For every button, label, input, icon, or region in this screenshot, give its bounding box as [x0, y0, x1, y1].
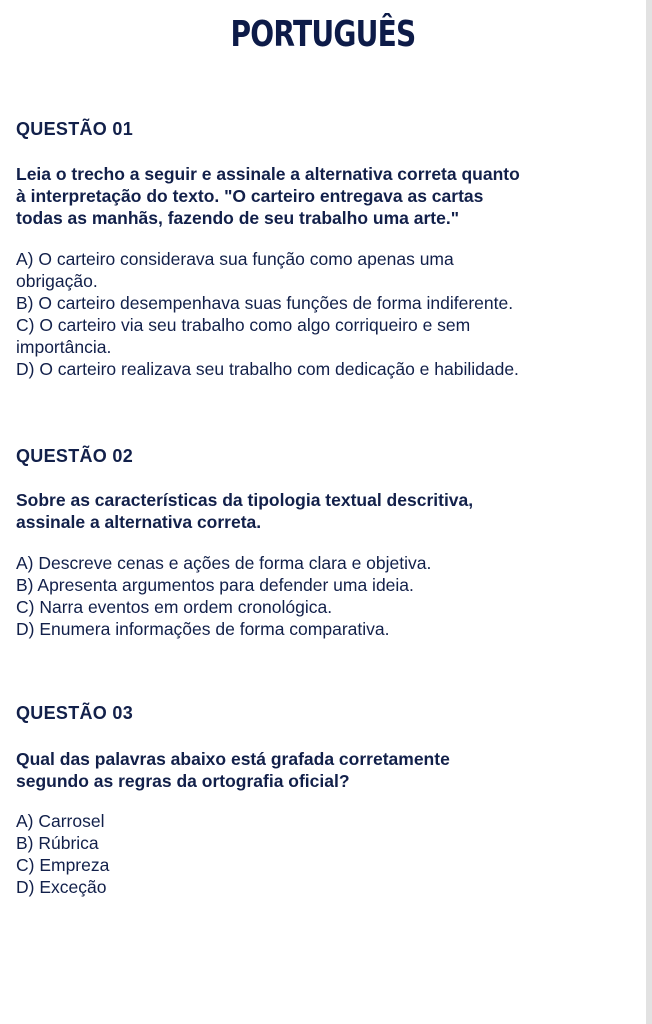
option-a: A) Carrosel [16, 811, 105, 831]
option-d: D) Exceção [16, 877, 107, 897]
option-d: D) O carteiro realizava seu trabalho com dedicação e habilidade. [16, 359, 519, 379]
option-list [16, 810, 636, 898]
question-heading: QUESTÃO 03 [16, 703, 134, 723]
page-edge [646, 0, 652, 1024]
option-b: B) Apresenta argumentos para defender uma ideia. [16, 575, 414, 595]
option-a: A) Descreve cenas e ações de forma clara e objetiva. [16, 553, 432, 573]
page-title: PORTUGUÊS [230, 14, 416, 55]
option-b: B) O carteiro desempenhava suas funções de forma indiferente. [16, 293, 514, 313]
question-1 [16, 118, 636, 380]
option-a: A) O carteiro considerava sua função como apenas uma obrigação. [16, 249, 454, 291]
question-prompt: Qual das palavras abaixo está grafada corretamente segundo as regras da ortografia oficial? [16, 749, 450, 791]
option-list [16, 248, 636, 380]
option-c: C) Narra eventos em ordem cronológica. [16, 597, 333, 617]
question-heading: QUESTÃO 01 [16, 119, 134, 139]
option-list [16, 552, 636, 640]
question-2 [16, 445, 636, 640]
question-prompt: Sobre as características da tipologia textual descritiva, assinale a alternativa correta. [16, 490, 474, 532]
option-c: C) Empreza [16, 855, 110, 875]
question-heading: QUESTÃO 02 [16, 446, 134, 466]
question-3 [16, 702, 636, 898]
option-d: D) Enumera informações de forma comparativa. [16, 619, 390, 639]
option-c: C) O carteiro via seu trabalho como algo corriqueiro e sem importância. [16, 315, 471, 357]
question-prompt: Leia o trecho a seguir e assinale a alternativa correta quanto à interpretação do texto. "O carteiro entregava as cartas todas as manhãs, fazendo de seu trabalho uma arte." [16, 164, 520, 228]
option-b: B) Rúbrica [16, 833, 99, 853]
